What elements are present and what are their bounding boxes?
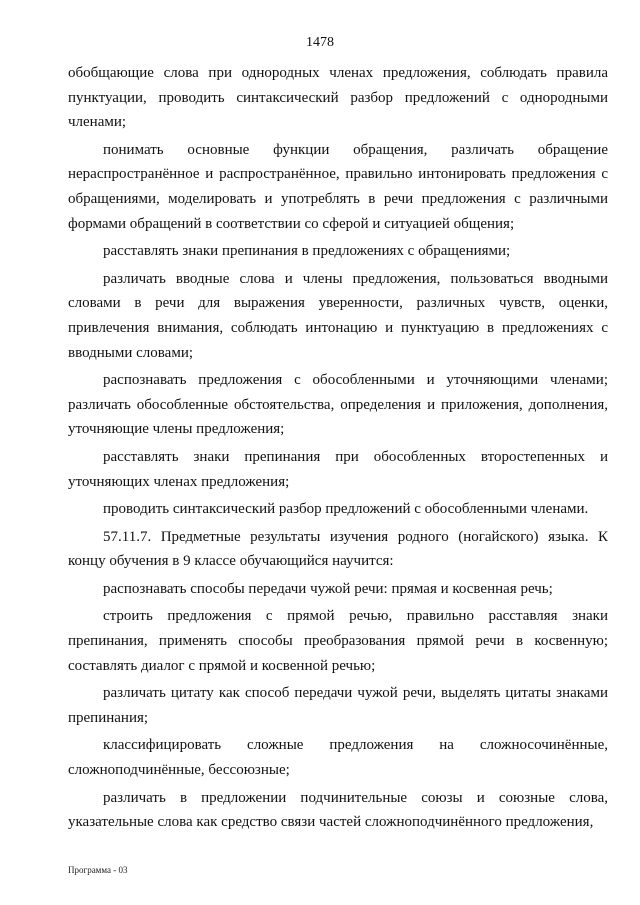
paragraph: строить предложения с прямой речью, правильно расставляя знаки препинания, применять способы преобразования прямой речи в косвенную; составлять диалог с прямой и косвенной речью; <box>68 608 608 674</box>
page-number: 1478 <box>306 35 334 50</box>
paragraph: обобщающие слова при однородных членах предложения, соблюдать правила пунктуации, проводить синтаксический разбор предложений с однородными членами; <box>68 65 608 131</box>
paragraph: проводить синтаксический разбор предложений с обособленными членами. <box>103 501 589 518</box>
body-text <box>68 61 608 838</box>
section-heading-paragraph: 57.11.7. Предметные результаты изучения родного (ногайского) языка. К концу обучения в 9 классе обучающийся научится: <box>68 528 608 570</box>
paragraph: расставлять знаки препинания в предложениях с обращениями; <box>103 243 511 260</box>
paragraph: расставлять знаки препинания при обособленных второстепенных и уточняющих членах предложения; <box>68 448 608 490</box>
paragraph: классифицировать сложные предложения на сложносочинённые, сложноподчинённые, бессоюзные; <box>68 737 608 779</box>
paragraph: распознавать предложения с обособленными и уточняющими членами; различать обособленные обстоятельства, определения и приложения, дополнения, уточняющие члены предложения; <box>68 372 608 438</box>
footer-label: Программа - 03 <box>68 865 128 875</box>
paragraph: различать вводные слова и члены предложения, пользоваться вводными словами в речи для выражения уверенности, различных чувств, оценки, привлечения внимания, соблюдать интонацию и пунктуацию в предложениях с вводными словами; <box>68 270 608 361</box>
paragraph: различать в предложении подчинительные союзы и союзные слова, указательные слова как средство связи частей сложноподчинённого предложения, <box>68 789 608 831</box>
paragraph: понимать основные функции обращения, различать обращение нераспространённое и распространённое, правильно интонировать предложения с обращениями, моделировать и употреблять в речи предложения с различными формами обращений в соответствии со сферой и ситуацией общения; <box>68 141 608 232</box>
paragraph: различать цитату как способ передачи чужой речи, выделять цитаты знаками препинания; <box>68 685 608 726</box>
paragraph: распознавать способы передачи чужой речи: прямая и косвенная речь; <box>103 580 553 597</box>
